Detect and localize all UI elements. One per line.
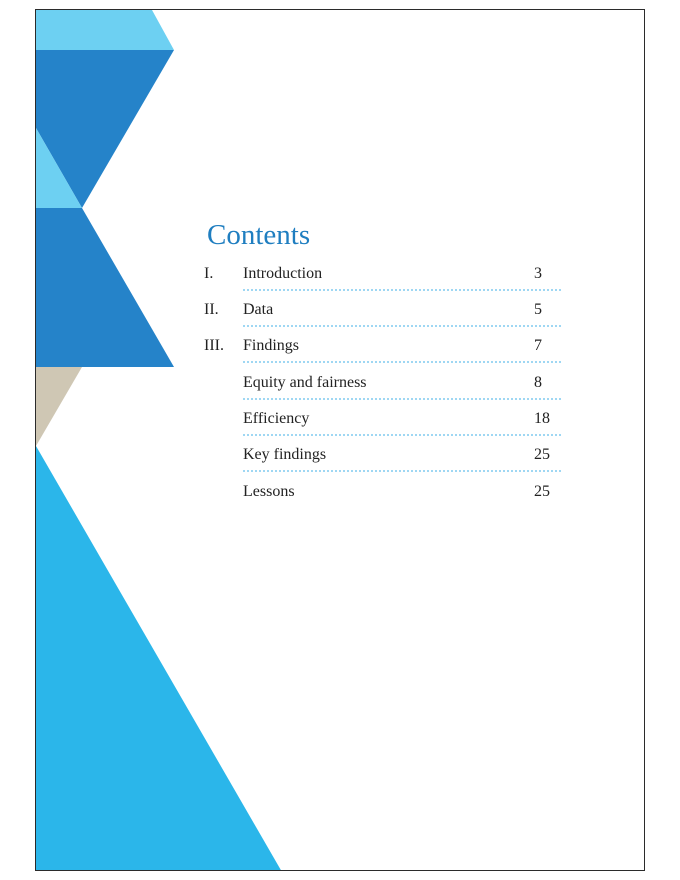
toc-entry-efficiency[interactable] xyxy=(204,408,564,444)
dotted-divider xyxy=(243,470,561,472)
top-light-blue-band xyxy=(36,10,174,50)
toc-entry-page: 25 xyxy=(534,483,550,500)
toc-entry-data[interactable] xyxy=(204,299,564,335)
toc-entry-label: Findings xyxy=(243,337,300,354)
toc-entry-label: Data xyxy=(243,301,274,318)
toc-entry-page: 18 xyxy=(534,410,550,427)
document-page xyxy=(35,9,645,871)
toc-entry-findings[interactable] xyxy=(204,335,564,371)
toc-entry-lessons[interactable] xyxy=(204,481,564,517)
toc-entry-number: III. xyxy=(204,337,224,354)
toc-entry-label: Equity and fairness xyxy=(243,374,367,391)
lower-blue-triangle xyxy=(36,208,174,367)
toc-entry-label: Key findings xyxy=(243,446,327,463)
toc-entry-label: Introduction xyxy=(243,265,323,282)
toc-entry-label: Efficiency xyxy=(243,410,310,427)
toc-entry-page: 8 xyxy=(534,374,542,391)
dotted-divider xyxy=(243,434,561,436)
toc-entry-key-findings[interactable] xyxy=(204,444,564,480)
contents-title: Contents xyxy=(207,219,311,251)
toc-entry-number: I. xyxy=(204,265,214,282)
toc-entry-label: Lessons xyxy=(243,483,295,500)
toc-entry-equity-and-fairness[interactable] xyxy=(204,372,564,408)
toc-entry-page: 3 xyxy=(534,265,542,282)
toc-entry-page: 5 xyxy=(534,301,542,318)
dotted-divider xyxy=(243,289,561,291)
toc-entry-number: II. xyxy=(204,301,219,318)
dotted-divider xyxy=(243,325,561,327)
beige-triangle xyxy=(36,367,82,446)
toc-entry-page: 7 xyxy=(534,337,542,354)
dotted-divider xyxy=(243,398,561,400)
toc-entry-page: 25 xyxy=(534,446,550,463)
dotted-divider xyxy=(243,361,561,363)
toc-entry-introduction[interactable] xyxy=(204,263,564,299)
